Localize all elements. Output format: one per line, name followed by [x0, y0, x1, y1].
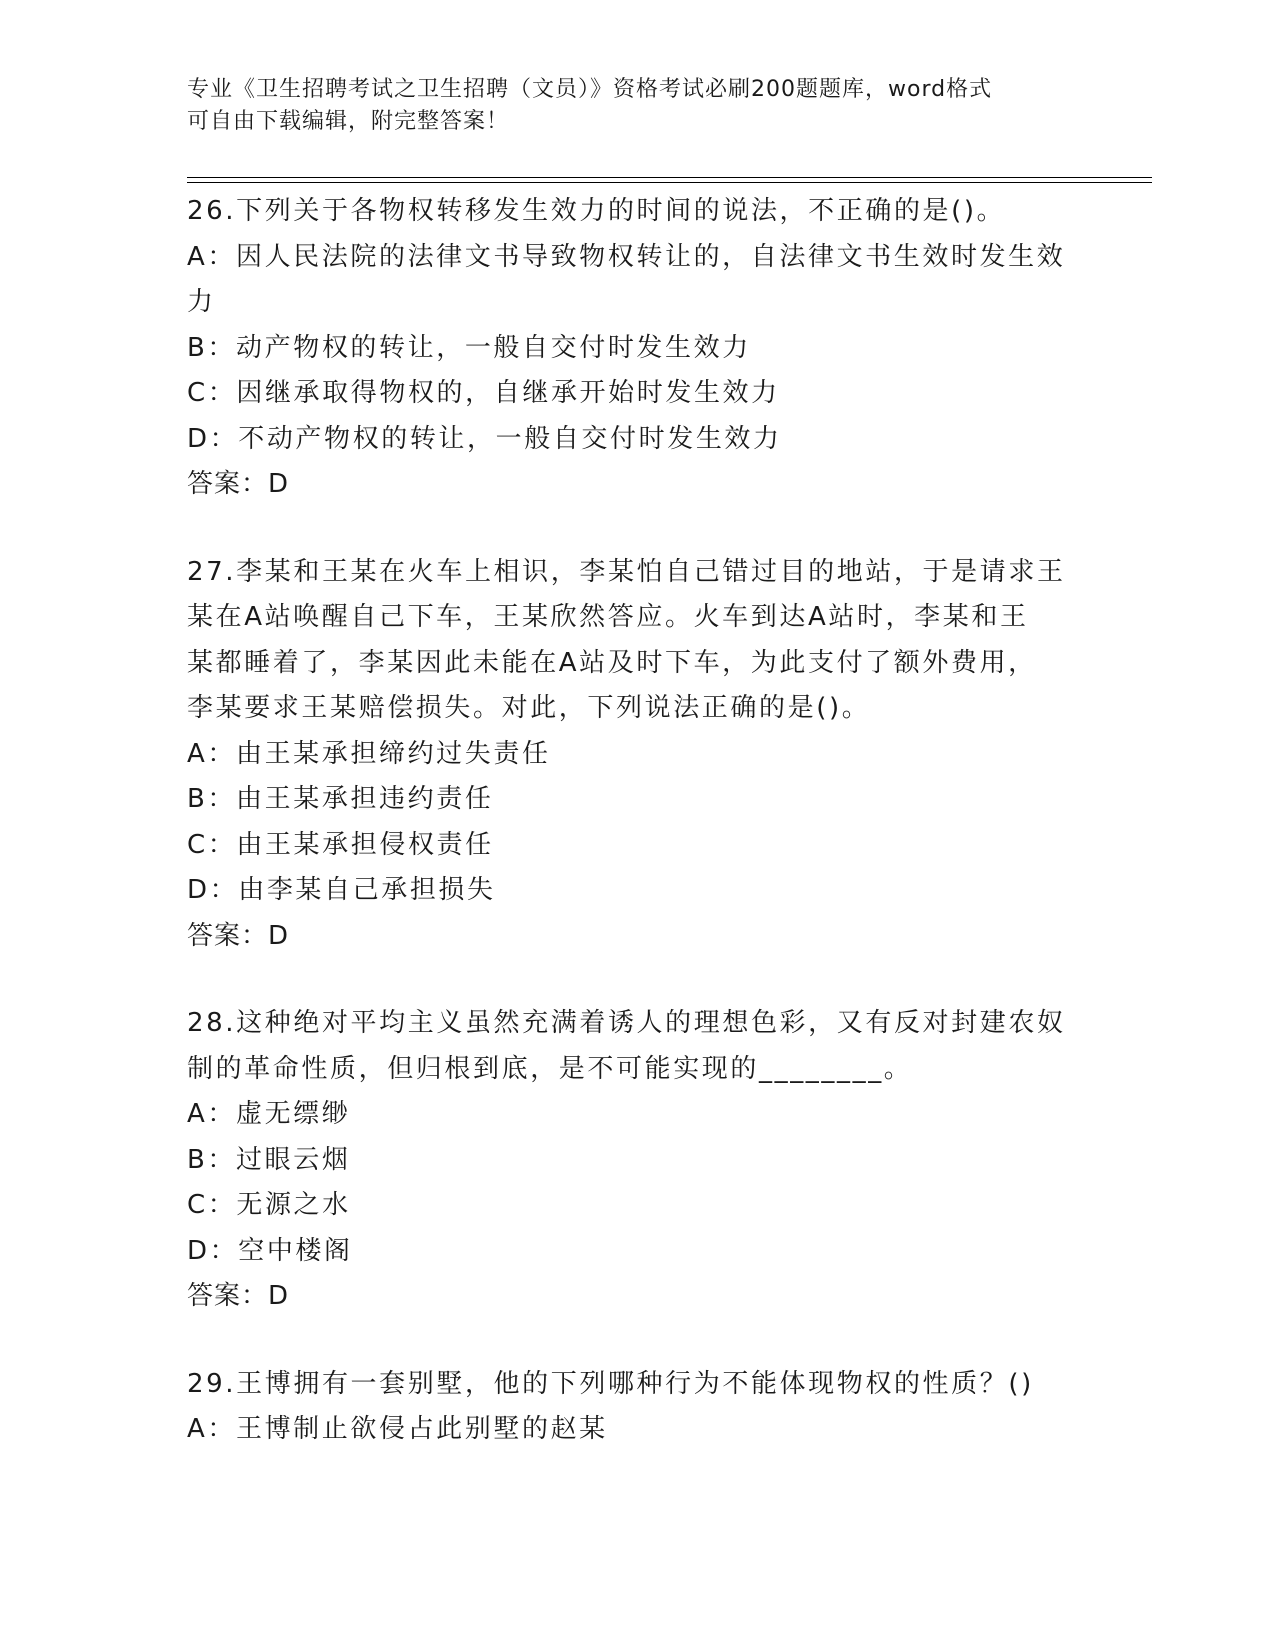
answer: 答案：D — [187, 1281, 290, 1311]
question-26 — [187, 189, 1087, 508]
header-divider-top — [187, 177, 1152, 178]
option-d: D：不动产物权的转让，一般自交付时发生效力 — [187, 423, 782, 454]
option-d: D：空中楼阁 — [187, 1235, 353, 1266]
question-text: 29.王博拥有一套别墅，他的下列哪种行为不能体现物权的性质？() — [187, 1368, 1034, 1399]
option-c: C：无源之水 — [187, 1190, 351, 1220]
question-text-line-2: 制的革命性质，但归根到底，是不可能实现的________。 — [187, 1053, 913, 1084]
option-d: D：由李某自己承担损失 — [187, 875, 496, 905]
header-divider-bottom — [187, 182, 1152, 183]
option-a: A：虚无缥缈 — [187, 1099, 351, 1129]
question-text: 26.下列关于各物权转移发生效力的时间的说法，不正确的是()。 — [187, 196, 1006, 226]
option-c: C：由王某承担侵权责任 — [187, 829, 494, 860]
document-header — [187, 74, 1087, 138]
header-line-2: 可自由下载编辑，附完整答案！ — [187, 109, 510, 134]
question-text-line-4: 李某要求王某赔偿损失。对此，下列说法正确的是()。 — [187, 693, 871, 723]
header-line-1: 专业《卫生招聘考试之卫生招聘（文员）》资格考试必刷200题题库，word格式 — [187, 77, 993, 102]
question-text-line-2: 某在A站唤醒自己下车，王某欣然答应。火车到达A站时，李某和王 — [187, 602, 1029, 632]
question-28 — [187, 1001, 1087, 1320]
answer: 答案：D — [187, 469, 290, 499]
question-27 — [187, 550, 1087, 960]
option-b: B：过眼云烟 — [187, 1144, 351, 1175]
question-text-line-1: 27.李某和王某在火车上相识，李某怕自己错过目的地站，于是请求王 — [187, 556, 1066, 587]
question-29 — [187, 1362, 1087, 1453]
option-a: A：因人民法院的法律文书导致物权转让的，自法律文书生效时发生效 — [187, 241, 1066, 272]
option-a: A：王博制止欲侵占此别墅的赵某 — [187, 1414, 608, 1444]
option-b: B：由王某承担违约责任 — [187, 784, 494, 814]
answer: 答案：D — [187, 920, 290, 951]
option-a: A：由王某承担缔约过失责任 — [187, 738, 551, 769]
option-a-continued: 力 — [187, 287, 216, 317]
option-b: B：动产物权的转让，一般自交付时发生效力 — [187, 332, 751, 363]
question-text-line-3: 某都睡着了，李某因此未能在A站及时下车，为此支付了额外费用， — [187, 647, 1037, 678]
option-c: C：因继承取得物权的，自继承开始时发生效力 — [187, 378, 780, 408]
question-list — [187, 189, 1087, 1495]
question-text-line-1: 28.这种绝对平均主义虽然充满着诱人的理想色彩，又有反对封建农奴 — [187, 1008, 1066, 1038]
